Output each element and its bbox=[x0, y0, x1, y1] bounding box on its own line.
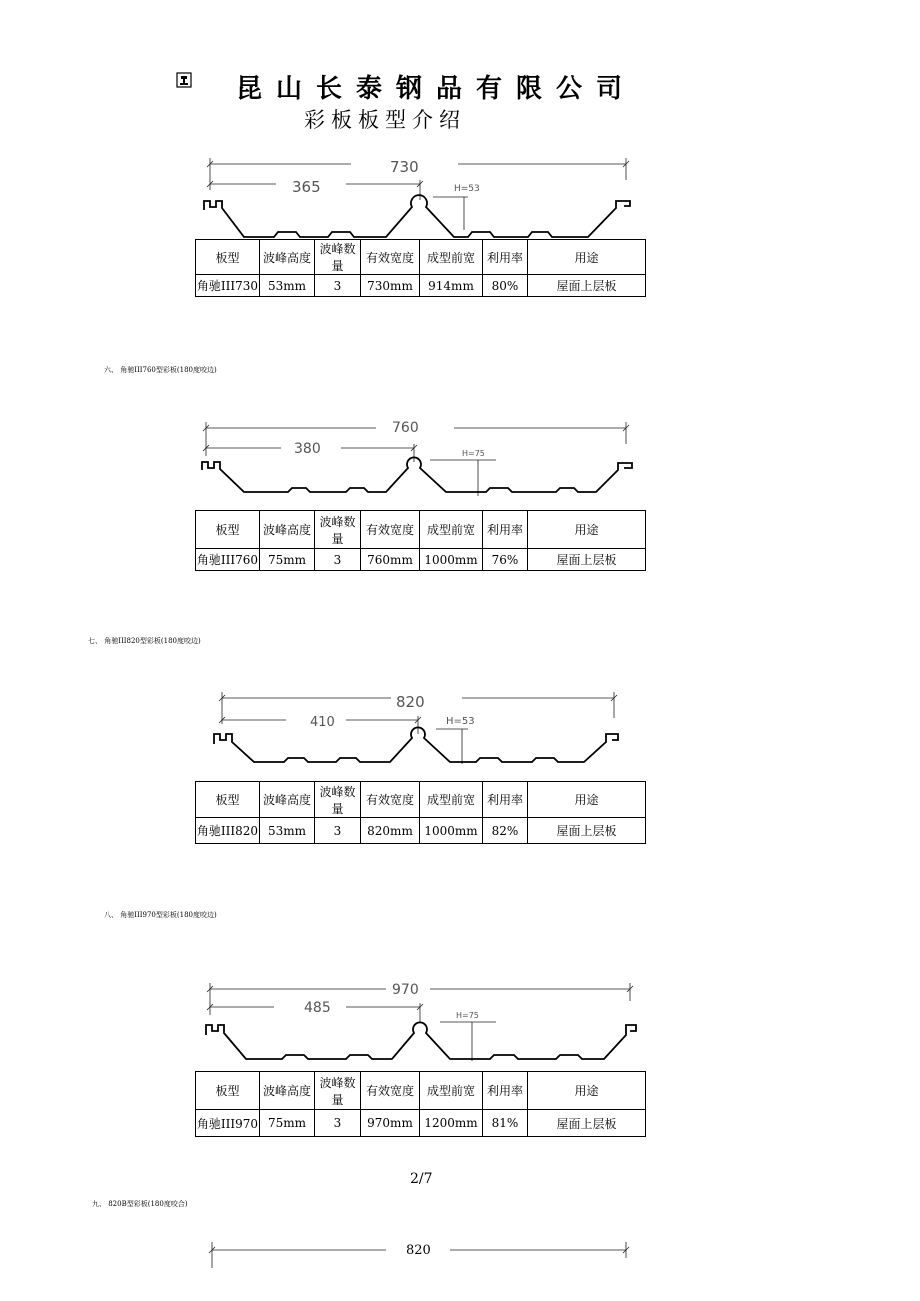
cell-usage: 屋面上层板 bbox=[528, 818, 646, 844]
height-label-760: H=75 bbox=[462, 449, 485, 458]
total-width-label-820: 820 bbox=[396, 693, 425, 711]
total-width-label-820b: 820 bbox=[406, 1243, 431, 1258]
company-logo-icon bbox=[176, 72, 192, 88]
table-row bbox=[196, 549, 646, 571]
table-header-row bbox=[196, 1072, 646, 1110]
header-cell: 成型前宽 bbox=[420, 782, 483, 818]
header-cell: 板型 bbox=[196, 782, 260, 818]
height-label-970: H=75 bbox=[456, 1011, 479, 1020]
height-label-820: H=53 bbox=[446, 716, 475, 727]
header-cell: 利用率 bbox=[483, 240, 528, 275]
header-cell: 波峰数量 bbox=[315, 782, 361, 818]
cell-model: 角驰III760 bbox=[196, 549, 260, 571]
cell-usage: 屋面上层板 bbox=[528, 275, 646, 297]
header-cell: 用途 bbox=[528, 782, 646, 818]
cell-raw-width: 1000mm bbox=[420, 818, 483, 844]
section-caption-820: 七、 角驰III820型彩板(180度咬边) bbox=[88, 637, 201, 645]
half-width-label-730: 365 bbox=[292, 178, 321, 196]
profile-drawing-730 bbox=[196, 150, 646, 240]
section-caption-760: 六、 角驰III760型彩板(180度咬边) bbox=[104, 366, 217, 374]
header-cell: 波峰高度 bbox=[260, 240, 315, 275]
cell-peak-height: 75mm bbox=[260, 1110, 315, 1137]
table-row bbox=[196, 275, 646, 297]
profile-drawing-820 bbox=[206, 686, 636, 772]
half-width-label-820: 410 bbox=[310, 715, 335, 730]
table-header-row bbox=[196, 782, 646, 818]
header-cell: 成型前宽 bbox=[420, 511, 483, 549]
total-width-label-730: 730 bbox=[390, 158, 419, 176]
cell-peak-count: 3 bbox=[315, 549, 361, 571]
height-label-730: H=53 bbox=[454, 184, 480, 194]
cell-utilization: 76% bbox=[483, 549, 528, 571]
half-width-label-760: 380 bbox=[294, 441, 321, 457]
header-cell: 有效宽度 bbox=[361, 511, 420, 549]
cell-raw-width: 1200mm bbox=[420, 1110, 483, 1137]
table-header-row bbox=[196, 240, 646, 275]
section-caption-970: 八、 角驰III970型彩板(180度咬边) bbox=[104, 911, 217, 919]
table-row bbox=[196, 818, 646, 844]
header-cell: 用途 bbox=[528, 1072, 646, 1110]
header-cell: 利用率 bbox=[483, 782, 528, 818]
document-subtitle: 彩板板型介绍 bbox=[304, 108, 466, 132]
half-width-label-970: 485 bbox=[304, 1000, 331, 1016]
header-cell: 波峰高度 bbox=[260, 1072, 315, 1110]
cell-model: 角驰III970 bbox=[196, 1110, 260, 1137]
page-number: 2/7 bbox=[410, 1171, 433, 1187]
total-width-label-760: 760 bbox=[392, 420, 419, 436]
profile-drawing-760 bbox=[196, 416, 646, 500]
cell-raw-width: 1000mm bbox=[420, 549, 483, 571]
cell-peak-height: 53mm bbox=[260, 818, 315, 844]
header-cell: 有效宽度 bbox=[361, 1072, 420, 1110]
cell-raw-width: 914mm bbox=[420, 275, 483, 297]
section-caption-820b: 九、 820B型彩板(180度咬合) bbox=[92, 1200, 188, 1208]
spec-table-730 bbox=[195, 239, 646, 297]
cell-model: 角驰III730 bbox=[196, 275, 260, 297]
spec-table-970 bbox=[195, 1071, 646, 1137]
header-cell: 有效宽度 bbox=[361, 240, 420, 275]
cell-effective-width: 820mm bbox=[361, 818, 420, 844]
cell-utilization: 80% bbox=[483, 275, 528, 297]
header-cell: 板型 bbox=[196, 1072, 260, 1110]
cell-effective-width: 760mm bbox=[361, 549, 420, 571]
header-cell: 波峰高度 bbox=[260, 782, 315, 818]
total-width-label-970: 970 bbox=[392, 982, 419, 998]
cell-peak-height: 75mm bbox=[260, 549, 315, 571]
cell-effective-width: 970mm bbox=[361, 1110, 420, 1137]
profile-drawing-820b bbox=[200, 1238, 640, 1270]
table-row bbox=[196, 1110, 646, 1137]
cell-model: 角驰III820 bbox=[196, 818, 260, 844]
spec-table-760 bbox=[195, 510, 646, 571]
header-cell: 用途 bbox=[528, 511, 646, 549]
header-cell: 波峰高度 bbox=[260, 511, 315, 549]
header-cell: 用途 bbox=[528, 240, 646, 275]
cell-peak-count: 3 bbox=[315, 1110, 361, 1137]
profile-drawing-970 bbox=[196, 977, 646, 1065]
cell-effective-width: 730mm bbox=[361, 275, 420, 297]
company-name: 昆山长泰钢品有限公司 bbox=[236, 73, 637, 103]
cell-utilization: 81% bbox=[483, 1110, 528, 1137]
cell-peak-count: 3 bbox=[315, 818, 361, 844]
header-cell: 成型前宽 bbox=[420, 240, 483, 275]
cell-usage: 屋面上层板 bbox=[528, 549, 646, 571]
cell-peak-count: 3 bbox=[315, 275, 361, 297]
header-cell: 波峰数量 bbox=[315, 1072, 361, 1110]
spec-table-820 bbox=[195, 781, 646, 844]
cell-peak-height: 53mm bbox=[260, 275, 315, 297]
header-cell: 波峰数量 bbox=[315, 240, 361, 275]
cell-usage: 屋面上层板 bbox=[528, 1110, 646, 1137]
table-header-row bbox=[196, 511, 646, 549]
header-cell: 成型前宽 bbox=[420, 1072, 483, 1110]
cell-utilization: 82% bbox=[483, 818, 528, 844]
header-cell: 波峰数量 bbox=[315, 511, 361, 549]
header-cell: 利用率 bbox=[483, 511, 528, 549]
header-cell: 板型 bbox=[196, 511, 260, 549]
header-cell: 板型 bbox=[196, 240, 260, 275]
header-cell: 有效宽度 bbox=[361, 782, 420, 818]
header-cell: 利用率 bbox=[483, 1072, 528, 1110]
